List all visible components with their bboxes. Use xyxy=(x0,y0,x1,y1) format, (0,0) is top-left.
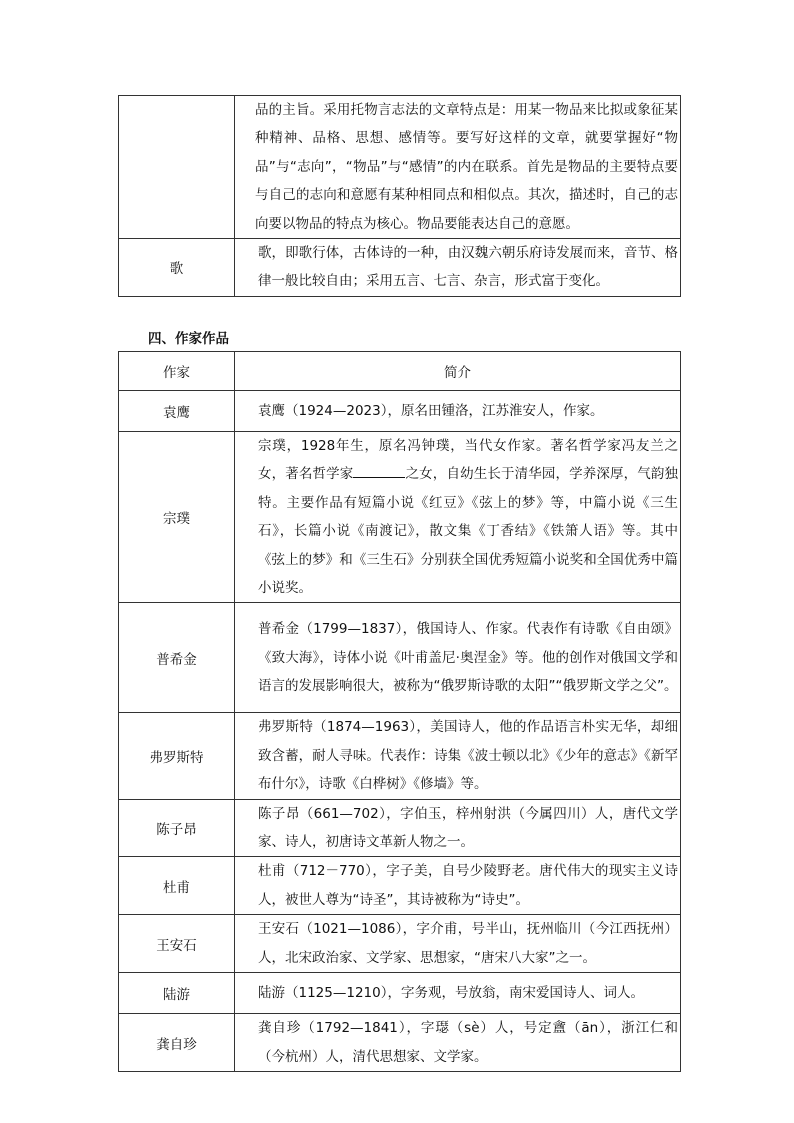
table-header-row xyxy=(119,352,681,391)
table-row xyxy=(119,973,681,1014)
author-intro-part: 宗璞，1928年生，原名冯钟璞，当代女作家。著名哲学家冯友兰之女，著名哲学家 xyxy=(258,438,678,483)
author-intro: 龚自珍（1792—1841），字璱（sè）人，号定盦（ān），浙江仁和（今杭州）人，清代思想家、文学家。 xyxy=(235,1014,681,1072)
author-intro xyxy=(235,432,681,603)
table-row xyxy=(119,96,681,239)
genre-description: 歌，即歌行体，古体诗的一种，由汉魏六朝乐府诗发展而来，音节、格律一般比较自由；采用五言、七言、杂言，形式富于变化。 xyxy=(235,239,681,297)
table-row xyxy=(119,799,681,857)
fill-in-blank xyxy=(353,463,405,478)
genre-label xyxy=(119,96,235,239)
author-intro: 弗罗斯特（1874—1963），美国诗人，他的作品语言朴实无华，却细致含蓄，耐人寻味。代表作：诗集《波士顿以北》《少年的意志》《新罕布什尔》，诗歌《白桦树》《修墙》等。 xyxy=(235,713,681,799)
column-header-author: 作家 xyxy=(119,352,235,391)
author-name: 陆游 xyxy=(119,973,235,1014)
author-name: 袁鹰 xyxy=(119,391,235,432)
table-row xyxy=(119,1014,681,1072)
author-intro: 普希金（1799—1837），俄国诗人、作家。代表作有诗歌《自由颂》《致大海》，诗体小说《叶甫盖尼·奥涅金》等。他的创作对俄国文学和语言的发展影响很大，被称为“俄罗斯诗歌的太阳”“俄罗斯文学之父”。 xyxy=(235,603,681,713)
table-row xyxy=(119,857,681,915)
genre-description: 品的主旨。采用托物言志法的文章特点是：用某一物品来比拟或象征某种精神、品格、思想、感情等。要写好这样的文章，就要掌握好“物品”与“志向”，“物品”与“感情”的内在联系。首先是物品的主要特点要与自己的志向和意愿有某种相同点和相似点。其次，描述时，自己的志向要以物品的特点为核心。物品要能表达自己的意愿。 xyxy=(235,96,681,239)
section-title: 四、作家作品 xyxy=(148,331,229,347)
author-name: 普希金 xyxy=(119,603,235,713)
author-intro: 陆游（1125—1210），字务观，号放翁，南宋爱国诗人、词人。 xyxy=(235,973,681,1014)
table-row xyxy=(119,603,681,713)
author-name: 王安石 xyxy=(119,915,235,973)
table-row xyxy=(119,391,681,432)
table-row xyxy=(119,432,681,603)
author-intro-part: 之女，自幼生长于清华园，学养深厚，气韵独特。主要作品有短篇小说《红豆》《弦上的梦》等，中篇小说《三生石》，长篇小说《南渡记》，散文集《丁香结》《铁箫人语》等。其中《弦上的梦》和《三生石》分别获全国优秀短篇小说奖和全国优秀中篇小说奖。 xyxy=(258,466,679,597)
author-name: 龚自珍 xyxy=(119,1014,235,1072)
author-intro: 杜甫（712－770），字子美，自号少陵野老。唐代伟大的现实主义诗人，被世人尊为“诗圣”，其诗被称为“诗史”。 xyxy=(235,857,681,915)
genre-table xyxy=(118,95,681,297)
column-header-intro: 简介 xyxy=(235,352,681,391)
author-intro: 王安石（1021—1086），字介甫，号半山，抚州临川（今江西抚州）人，北宋政治家、文学家、思想家，“唐宋八大家”之一。 xyxy=(235,915,681,973)
author-name: 宗璞 xyxy=(119,432,235,603)
author-name: 杜甫 xyxy=(119,857,235,915)
genre-label: 歌 xyxy=(119,239,235,297)
author-intro: 陈子昂（661—702），字伯玉，梓州射洪（今属四川）人，唐代文学家、诗人，初唐诗文革新人物之一。 xyxy=(235,799,681,857)
author-name: 弗罗斯特 xyxy=(119,713,235,799)
author-name: 陈子昂 xyxy=(119,799,235,857)
table-row xyxy=(119,713,681,799)
authors-table xyxy=(118,351,681,1072)
author-intro: 袁鹰（1924—2023），原名田锺洛，江苏淮安人，作家。 xyxy=(235,391,681,432)
table-row xyxy=(119,915,681,973)
table-row xyxy=(119,239,681,297)
